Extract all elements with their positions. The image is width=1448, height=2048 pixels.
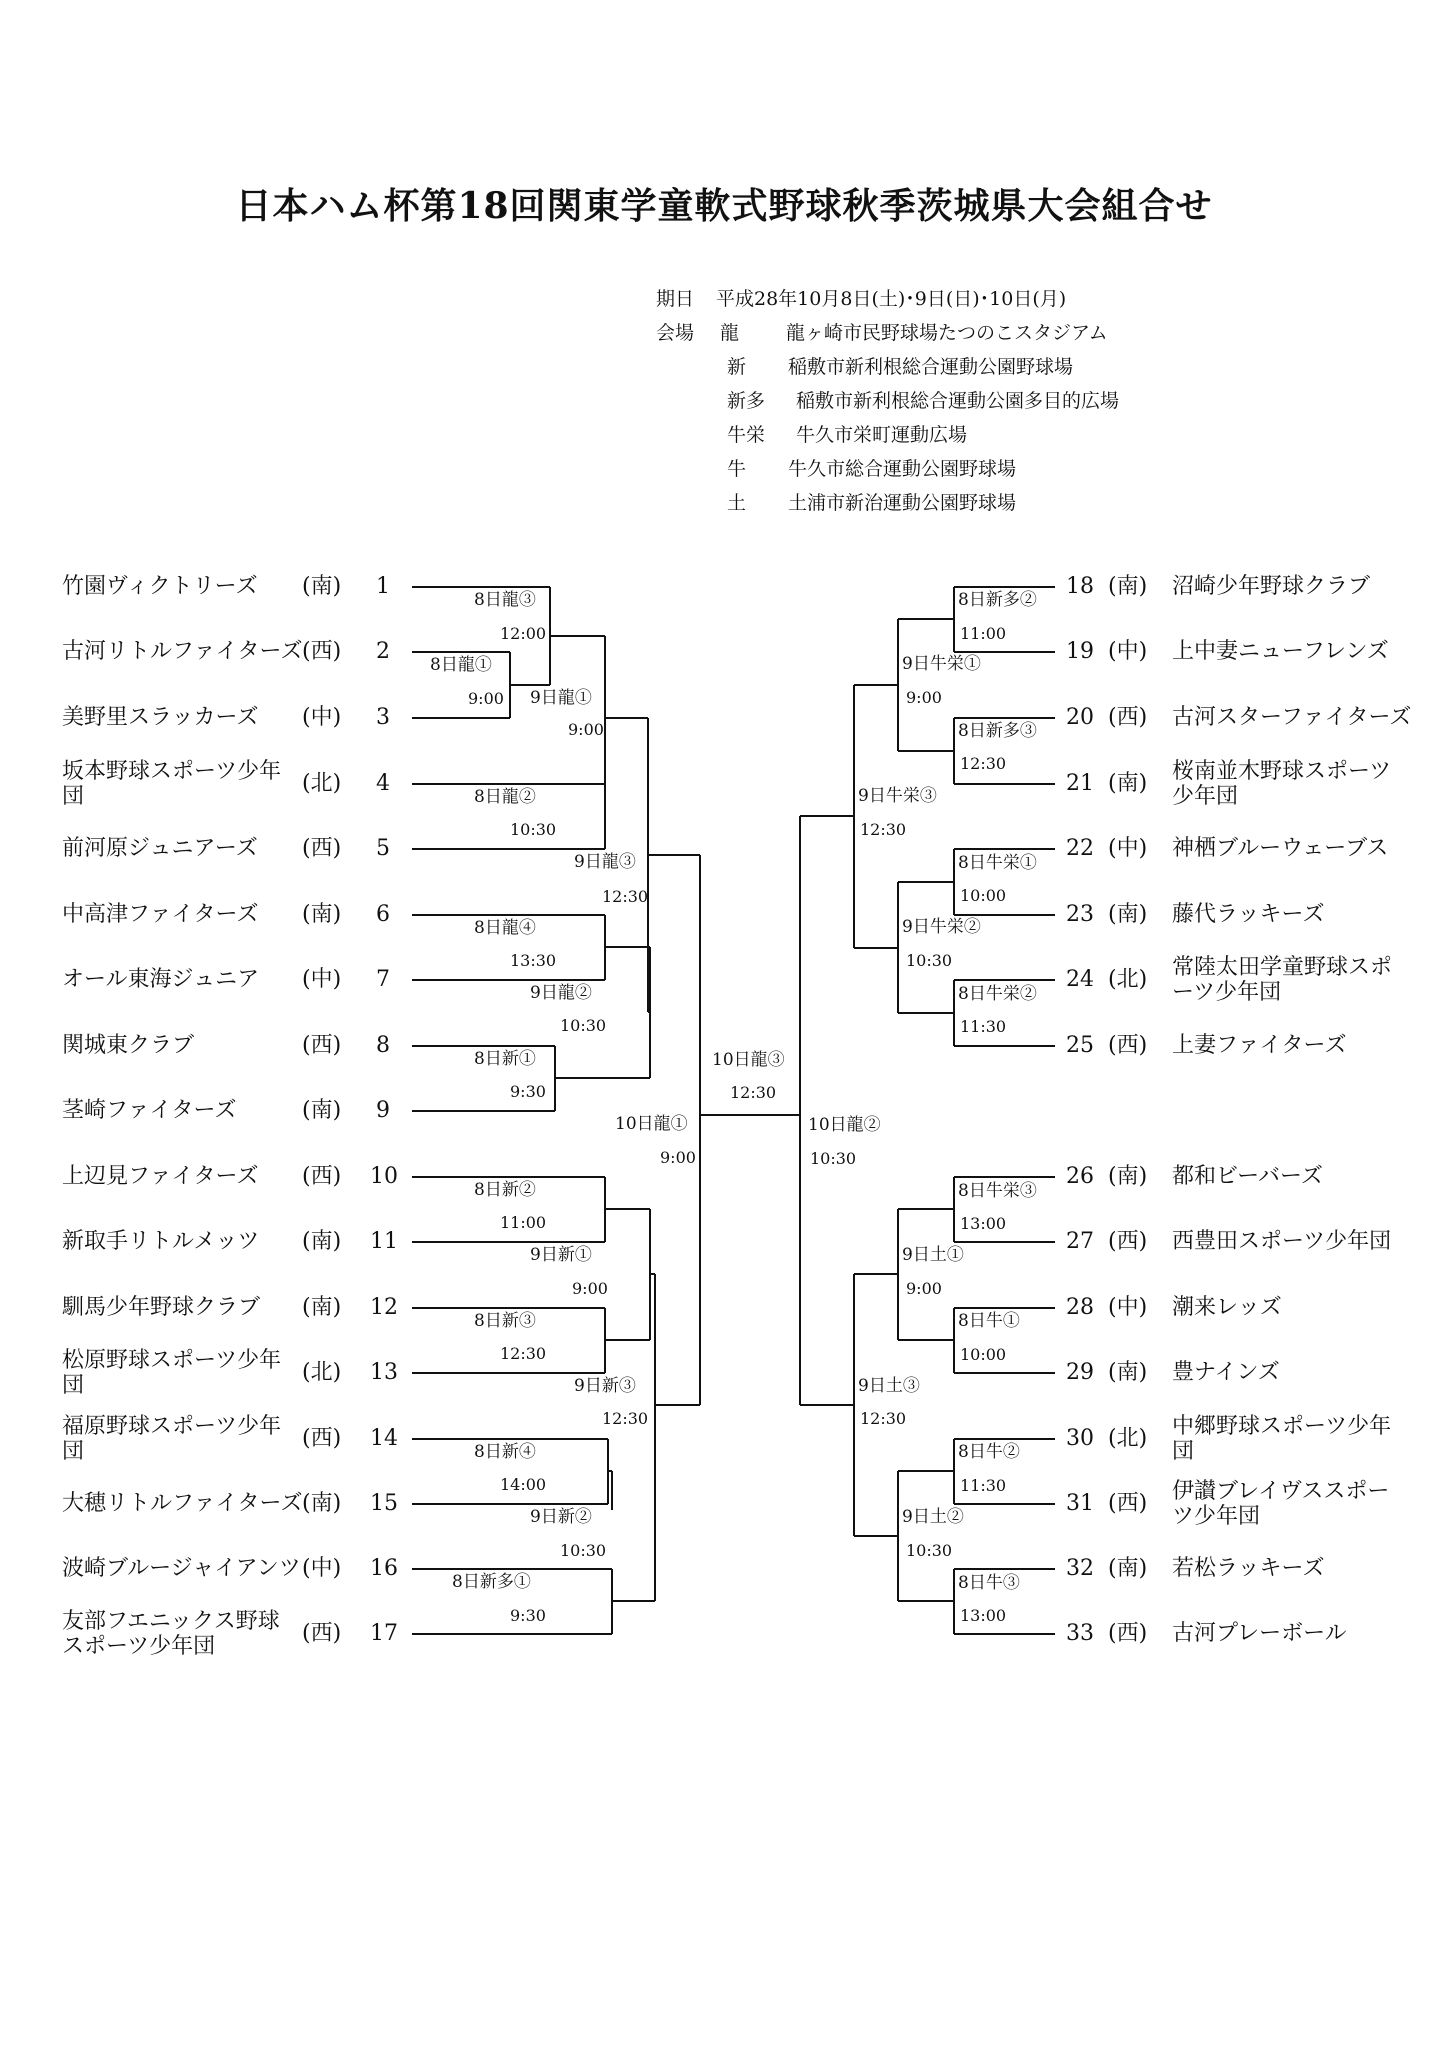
match-time: 10:30	[906, 951, 953, 970]
date-value: 平成28年10月8日(土)･9日(日)･10日(月)	[716, 288, 1067, 310]
team-22-region: (中)	[1108, 836, 1148, 861]
match-time: 9:00	[906, 688, 942, 707]
match-label: 8日牛②	[958, 1442, 1020, 1462]
team-33-name: 古河プレーボール	[1172, 1621, 1347, 1646]
team-29-number: 29	[1066, 1360, 1094, 1385]
team-32-number: 32	[1066, 1556, 1094, 1581]
team-27-number: 27	[1066, 1229, 1094, 1254]
team-18-region: (南)	[1108, 574, 1148, 599]
match-label: 9日新②	[530, 1507, 592, 1527]
match-label: 9日牛栄③	[858, 786, 937, 806]
match-time: 10:00	[960, 886, 1007, 905]
match-time: 10:30	[560, 1541, 607, 1560]
venue-name-1: 龍ヶ崎市民野球場たつのこスタジアム	[786, 322, 1108, 344]
team-17-number: 17	[370, 1621, 398, 1646]
match-label: 8日新②	[474, 1180, 536, 1200]
match-time: 13:00	[960, 1214, 1007, 1233]
match-time: 13:30	[510, 951, 557, 970]
team-23-number: 23	[1066, 902, 1094, 927]
venue-abbr-6: 土	[727, 492, 747, 514]
match-label: 8日新多①	[452, 1572, 531, 1592]
team-13-number: 13	[370, 1360, 398, 1385]
team-19-name: 上中妻ニューフレンズ	[1172, 639, 1389, 664]
team-20-name: 古河スターファイターズ	[1172, 705, 1412, 730]
venue-abbr-2: 新	[727, 356, 747, 378]
match-label: 8日龍③	[474, 590, 536, 610]
match-label: 8日龍②	[474, 787, 536, 807]
team-4-number: 4	[376, 771, 390, 796]
date-label: 期日	[656, 288, 695, 310]
final-match-label: 10日龍③	[712, 1050, 785, 1070]
match-time: 11:00	[500, 1213, 547, 1232]
match-label: 8日新多②	[958, 590, 1037, 610]
team-25-number: 25	[1066, 1033, 1094, 1058]
team-25-name: 上妻ファイターズ	[1172, 1033, 1347, 1058]
team-21-name: 桜南並木野球スポーツ少年団	[1172, 759, 1392, 809]
team-15-name: 大穂リトルファイターズ	[62, 1491, 303, 1516]
team-8-name: 関城東クラブ	[62, 1033, 195, 1058]
team-4-name: 坂本野球スポーツ少年団	[62, 759, 282, 809]
team-6-number: 6	[376, 902, 390, 927]
team-20-number: 20	[1066, 705, 1094, 730]
team-28-number: 28	[1066, 1295, 1094, 1320]
team-10-number: 10	[370, 1164, 398, 1189]
team-32-region: (南)	[1108, 1556, 1148, 1581]
team-20-region: (西)	[1108, 705, 1148, 730]
team-30-name: 中郷野球スポーツ少年団	[1172, 1414, 1392, 1464]
team-8-region: (西)	[302, 1033, 342, 1058]
team-1-number: 1	[376, 574, 390, 599]
match-label: 8日牛①	[958, 1311, 1020, 1331]
team-3-number: 3	[376, 705, 390, 730]
team-5-name: 前河原ジュニアーズ	[62, 836, 258, 861]
team-24-name: 常陸太田学童野球スポーツ少年団	[1172, 955, 1393, 1005]
match-time: 9:00	[468, 689, 504, 708]
match-time: 14:00	[500, 1475, 547, 1494]
team-7-number: 7	[376, 967, 390, 992]
team-1-region: (南)	[302, 574, 342, 599]
team-22-name: 神栖ブルーウェーブス	[1172, 836, 1389, 861]
team-24-region: (北)	[1108, 967, 1148, 992]
team-11-region: (南)	[302, 1229, 342, 1254]
team-27-name: 西豊田スポーツ少年団	[1172, 1229, 1392, 1254]
team-15-number: 15	[370, 1491, 398, 1516]
team-2-name: 古河リトルファイターズ	[62, 639, 303, 664]
team-16-region: (中)	[302, 1556, 342, 1581]
match-time: 12:30	[860, 820, 907, 839]
team-4-region: (北)	[302, 771, 342, 796]
match-label: 9日龍②	[530, 983, 592, 1003]
match-time: 10:30	[510, 820, 557, 839]
venue-name-2: 稲敷市新利根総合運動公園野球場	[788, 356, 1074, 378]
venue-name-4: 牛久市栄町運動広場	[796, 424, 968, 446]
team-28-name: 潮来レッズ	[1172, 1295, 1282, 1320]
match-time: 12:30	[860, 1409, 907, 1428]
match-label: 8日牛栄②	[958, 984, 1037, 1004]
venue-name-5: 牛久市総合運動公園野球場	[788, 458, 1017, 480]
match-label: 8日新多③	[958, 721, 1037, 741]
team-30-region: (北)	[1108, 1426, 1148, 1451]
team-18-number: 18	[1066, 574, 1094, 599]
match-label: 8日牛栄①	[958, 853, 1037, 873]
match-label: 8日龍④	[474, 918, 536, 938]
match-label: 9日土②	[902, 1507, 964, 1527]
venue-abbr-3: 新多	[727, 390, 766, 412]
team-12-region: (南)	[302, 1295, 342, 1320]
team-18-name: 沼崎少年野球クラブ	[1172, 574, 1371, 599]
team-3-name: 美野里スラッカーズ	[62, 705, 259, 730]
team-14-name: 福原野球スポーツ少年団	[62, 1414, 282, 1464]
match-time: 10:00	[960, 1345, 1007, 1364]
team-30-number: 30	[1066, 1426, 1094, 1451]
page-title: 日本ハム杯第18回関東学童軟式野球秋季茨城県大会組合せ	[235, 185, 1213, 227]
team-16-name: 波崎ブルージャイアンツ	[62, 1556, 301, 1581]
match-label: 9日土③	[858, 1376, 920, 1396]
venue-label: 会場	[656, 322, 695, 344]
match-time: 12:30	[500, 1344, 547, 1363]
match-label: 8日新④	[474, 1442, 536, 1462]
team-17-region: (西)	[302, 1621, 342, 1646]
team-7-name: オール東海ジュニア	[62, 967, 260, 992]
team-1-name: 竹園ヴィクトリーズ	[62, 574, 258, 599]
match-time: 12:30	[602, 887, 649, 906]
team-6-name: 中高津ファイターズ	[62, 902, 259, 927]
team-31-name: 伊讃ブレイヴススポーツ少年団	[1172, 1479, 1390, 1529]
team-16-number: 16	[370, 1556, 398, 1581]
team-29-name: 豊ナインズ	[1172, 1360, 1280, 1385]
match-time: 12:30	[602, 1409, 649, 1428]
match-time: 9:00	[568, 720, 604, 739]
match-label: 10日龍②	[808, 1115, 881, 1135]
team-10-name: 上辺見ファイターズ	[62, 1164, 259, 1189]
match-label: 8日牛③	[958, 1573, 1020, 1593]
team-11-name: 新取手リトルメッツ	[62, 1229, 260, 1254]
team-25-region: (西)	[1108, 1033, 1148, 1058]
match-label: 9日新①	[530, 1245, 592, 1265]
match-time: 9:30	[510, 1082, 546, 1101]
team-31-number: 31	[1066, 1491, 1094, 1516]
match-time: 10:30	[906, 1541, 953, 1560]
match-label: 10日龍①	[615, 1114, 688, 1134]
team-2-number: 2	[376, 639, 390, 664]
team-6-region: (南)	[302, 902, 342, 927]
team-15-region: (南)	[302, 1491, 342, 1516]
match-time: 13:00	[960, 1606, 1007, 1625]
team-22-number: 22	[1066, 836, 1094, 861]
team-11-number: 11	[370, 1229, 398, 1254]
match-label: 8日龍①	[430, 655, 492, 675]
team-9-region: (南)	[302, 1098, 342, 1123]
match-time: 11:30	[960, 1476, 1007, 1495]
team-13-region: (北)	[302, 1360, 342, 1385]
match-label: 8日新③	[474, 1311, 536, 1331]
team-12-name: 馴馬少年野球クラブ	[62, 1295, 261, 1320]
venue-abbr-1: 龍	[720, 322, 740, 344]
match-time: 9:30	[510, 1606, 546, 1625]
match-time: 10:30	[560, 1016, 607, 1035]
match-label: 9日新③	[574, 1376, 636, 1396]
team-5-number: 5	[376, 836, 390, 861]
team-13-name: 松原野球スポーツ少年団	[62, 1348, 282, 1398]
team-31-region: (西)	[1108, 1491, 1148, 1516]
match-time: 10:30	[810, 1149, 857, 1168]
team-21-region: (南)	[1108, 771, 1148, 796]
team-26-number: 26	[1066, 1164, 1094, 1189]
team-32-name: 若松ラッキーズ	[1172, 1556, 1325, 1581]
match-label: 8日新①	[474, 1049, 536, 1069]
venue-abbr-4: 牛栄	[727, 424, 766, 446]
team-27-region: (西)	[1108, 1229, 1148, 1254]
match-time: 12:30	[960, 754, 1007, 773]
match-time: 9:00	[572, 1279, 608, 1298]
match-time: 9:00	[660, 1148, 696, 1167]
team-10-region: (西)	[302, 1164, 342, 1189]
team-33-number: 33	[1066, 1621, 1094, 1646]
team-24-number: 24	[1066, 967, 1094, 992]
venue-name-6: 土浦市新治運動公園野球場	[788, 492, 1017, 514]
team-19-number: 19	[1066, 639, 1094, 664]
team-19-region: (中)	[1108, 639, 1148, 664]
match-label: 9日牛栄①	[902, 654, 981, 674]
team-2-region: (西)	[302, 639, 342, 664]
team-33-region: (西)	[1108, 1621, 1148, 1646]
team-29-region: (南)	[1108, 1360, 1148, 1385]
match-time: 11:30	[960, 1017, 1007, 1036]
team-23-name: 藤代ラッキーズ	[1172, 902, 1325, 927]
team-9-name: 茎崎ファイターズ	[62, 1098, 237, 1123]
final-match-time: 12:30	[730, 1083, 777, 1102]
venue-abbr-5: 牛	[727, 458, 747, 480]
team-12-number: 12	[370, 1295, 398, 1320]
team-9-number: 9	[376, 1098, 390, 1123]
team-14-region: (西)	[302, 1426, 342, 1451]
team-5-region: (西)	[302, 836, 342, 861]
team-26-region: (南)	[1108, 1164, 1148, 1189]
team-17-name: 友部フエニックス野球スポーツ少年団	[62, 1609, 280, 1659]
match-time: 9:00	[906, 1279, 942, 1298]
team-26-name: 都和ビーバーズ	[1172, 1164, 1323, 1189]
match-time: 11:00	[960, 624, 1007, 643]
team-7-region: (中)	[302, 967, 342, 992]
team-21-number: 21	[1066, 771, 1094, 796]
match-label: 9日土①	[902, 1245, 964, 1265]
team-23-region: (南)	[1108, 902, 1148, 927]
team-8-number: 8	[376, 1033, 390, 1058]
team-14-number: 14	[370, 1426, 398, 1451]
team-3-region: (中)	[302, 705, 342, 730]
match-label: 9日牛栄②	[902, 917, 981, 937]
match-label: 8日牛栄③	[958, 1181, 1037, 1201]
venue-name-3: 稲敷市新利根総合運動公園多目的広場	[796, 390, 1120, 412]
match-time: 12:00	[500, 624, 547, 643]
match-label: 9日龍①	[530, 688, 592, 708]
team-28-region: (中)	[1108, 1295, 1148, 1320]
match-label: 9日龍③	[574, 852, 636, 872]
